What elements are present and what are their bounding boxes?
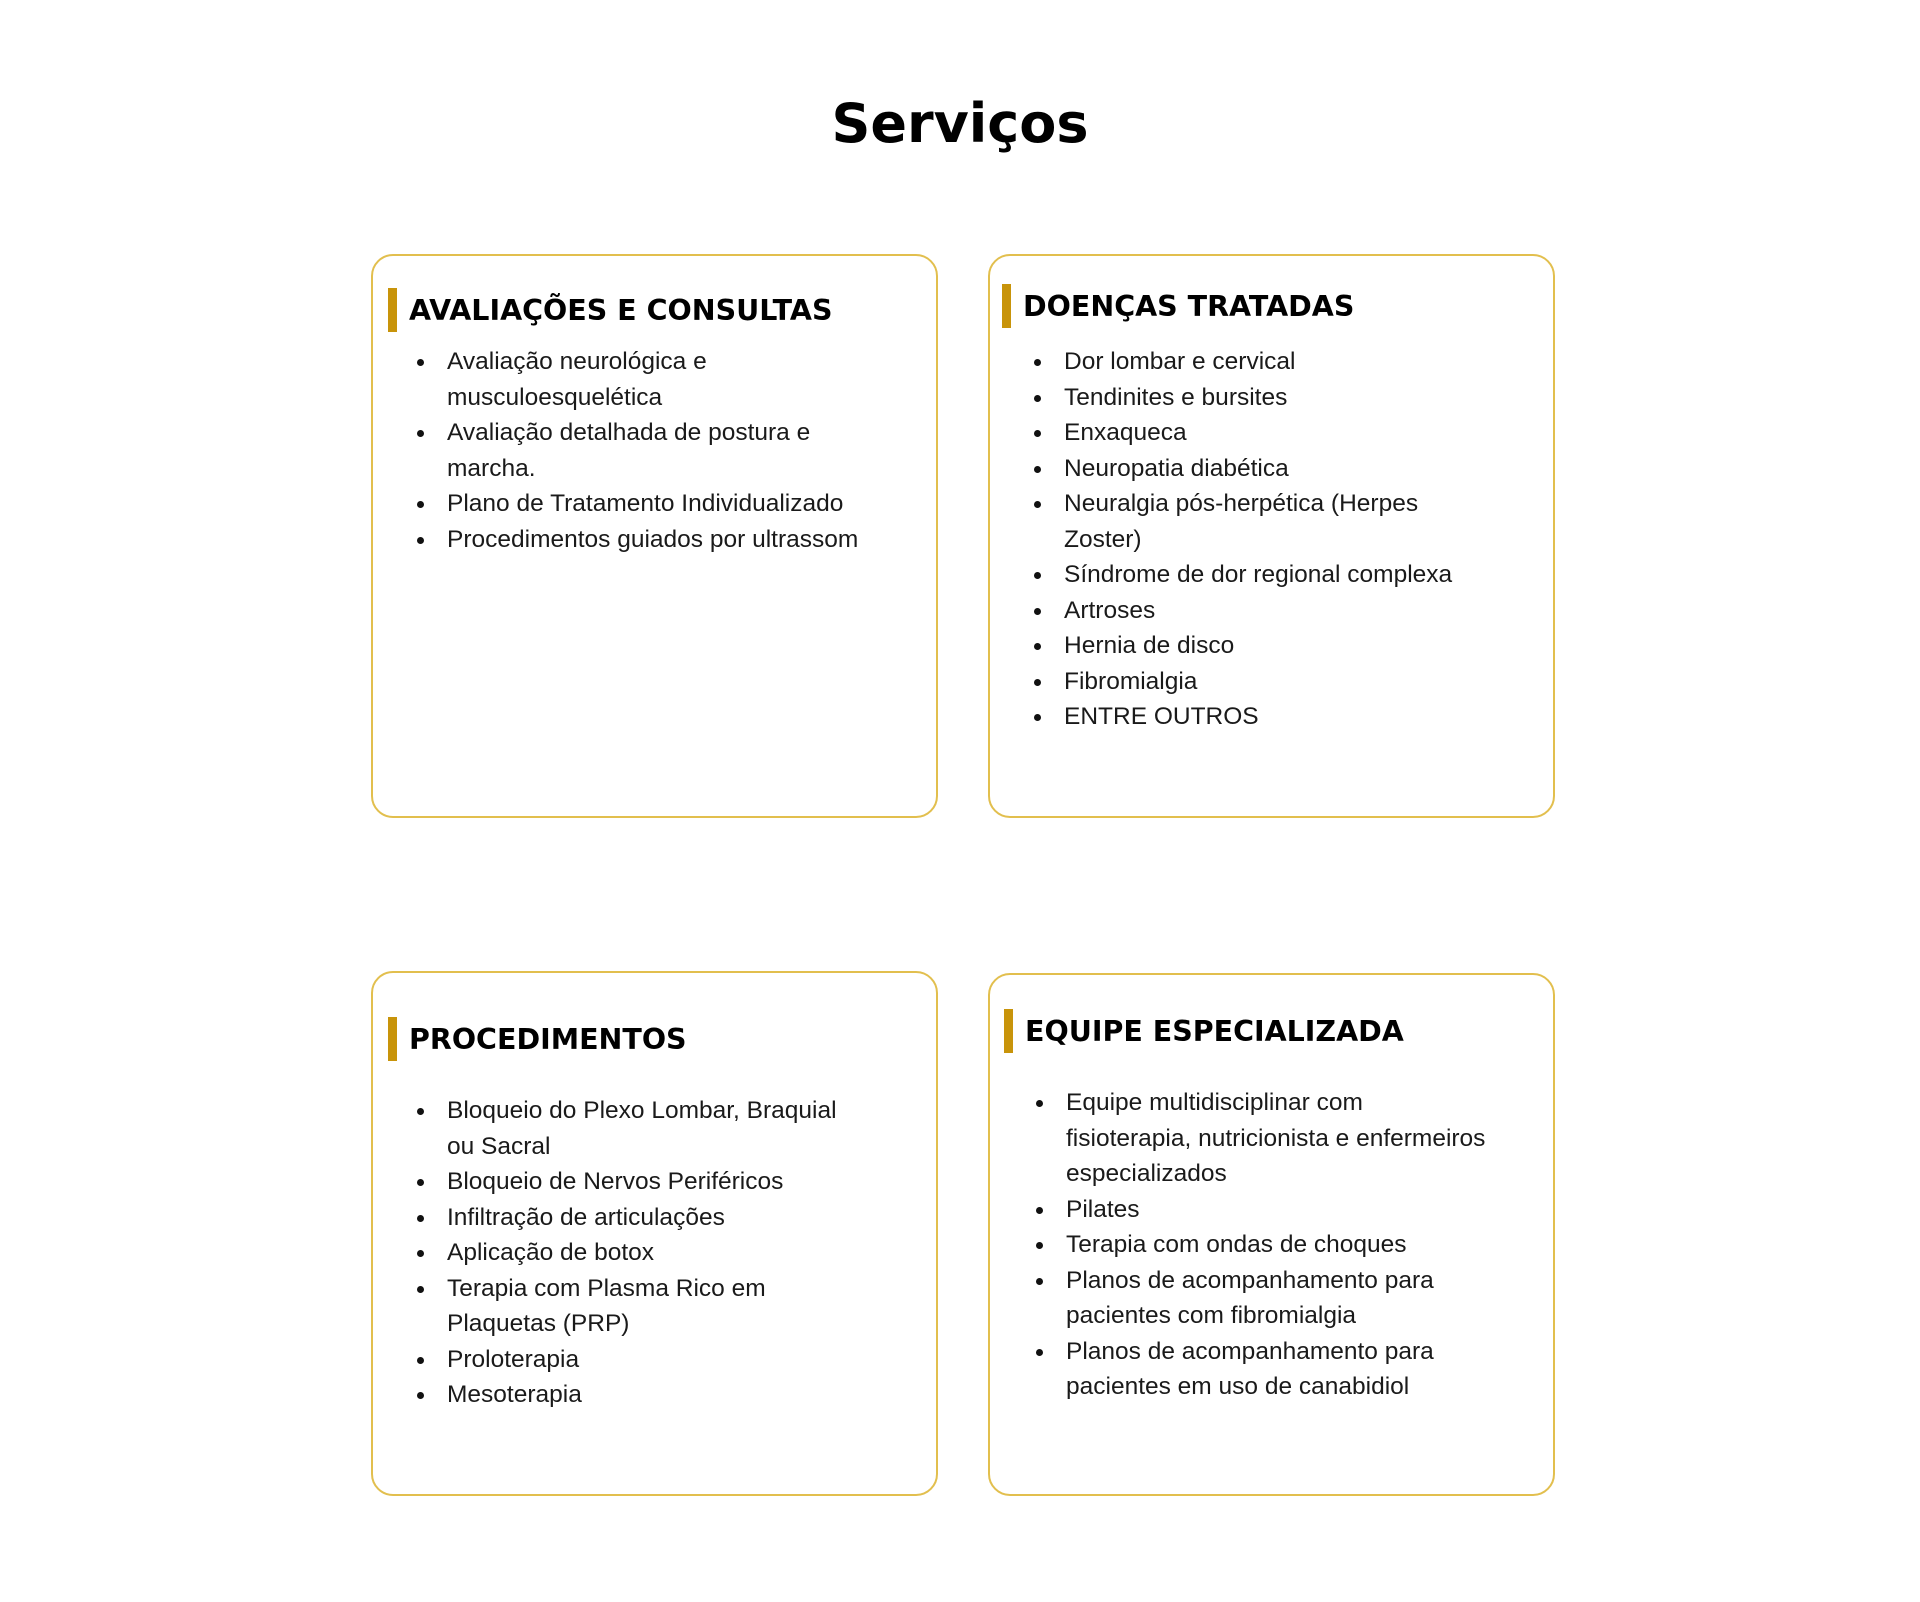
accent-bar: [388, 1017, 397, 1061]
list-item: Plano de Tratamento Individualizado: [447, 486, 887, 522]
list-item: Síndrome de dor regional complexa: [1064, 557, 1494, 593]
list-item: Equipe multidisciplinar com fisioterapia, nutricionista e enfermeiros especializados: [1066, 1085, 1486, 1192]
list-item: Terapia com ondas de choques: [1066, 1227, 1486, 1263]
list-item: Bloqueio do Plexo Lombar, Braquial ou Sacral: [447, 1093, 857, 1164]
list-item: Avaliação neurológica e musculoesquelética: [447, 344, 887, 415]
list-item: Terapia com Plasma Rico em Plaquetas (PRP): [447, 1271, 857, 1342]
list-item: Aplicação de botox: [447, 1235, 857, 1271]
list-item: Neuropatia diabética: [1064, 451, 1494, 487]
card-title: AVALIAÇÕES E CONSULTAS: [409, 293, 833, 327]
service-list: [1064, 344, 1494, 735]
accent-bar: [1002, 284, 1011, 328]
list-item: Infiltração de articulações: [447, 1200, 857, 1236]
service-list: [1066, 1085, 1486, 1405]
card-doencas-tratadas: [988, 254, 1555, 818]
list-item: Enxaqueca: [1064, 415, 1494, 451]
list-item: Pilates: [1066, 1192, 1486, 1228]
card-header: [388, 288, 833, 332]
list-item: Artroses: [1064, 593, 1494, 629]
list-item: Dor lombar e cervical: [1064, 344, 1494, 380]
card-title: PROCEDIMENTOS: [409, 1022, 687, 1056]
list-item: Tendinites e bursites: [1064, 380, 1494, 416]
service-list: [447, 1093, 857, 1413]
list-item: Mesoterapia: [447, 1377, 857, 1413]
list-item: Fibromialgia: [1064, 664, 1494, 700]
list-item: Bloqueio de Nervos Periféricos: [447, 1164, 857, 1200]
card-title: DOENÇAS TRATADAS: [1023, 289, 1355, 323]
list-item: Neuralgia pós-herpética (Herpes Zoster): [1064, 486, 1494, 557]
list-item: Avaliação detalhada de postura e marcha.: [447, 415, 887, 486]
page-title: Serviços: [831, 92, 1089, 155]
card-equipe-especializada: [988, 973, 1555, 1496]
card-avaliacoes-consultas: [371, 254, 938, 818]
list-item: Planos de acompanhamento para pacientes em uso de canabidiol: [1066, 1334, 1486, 1405]
list-item: Planos de acompanhamento para pacientes com fibromialgia: [1066, 1263, 1486, 1334]
service-list: [447, 344, 887, 557]
list-item: ENTRE OUTROS: [1064, 699, 1494, 735]
accent-bar: [1004, 1009, 1013, 1053]
card-header: [1004, 1009, 1404, 1053]
accent-bar: [388, 288, 397, 332]
list-item: Hernia de disco: [1064, 628, 1494, 664]
card-header: [388, 1017, 687, 1061]
card-header: [1002, 284, 1354, 328]
list-item: Proloterapia: [447, 1342, 857, 1378]
card-procedimentos: [371, 971, 938, 1496]
card-title: EQUIPE ESPECIALIZADA: [1025, 1014, 1404, 1048]
list-item: Procedimentos guiados por ultrassom: [447, 522, 887, 558]
